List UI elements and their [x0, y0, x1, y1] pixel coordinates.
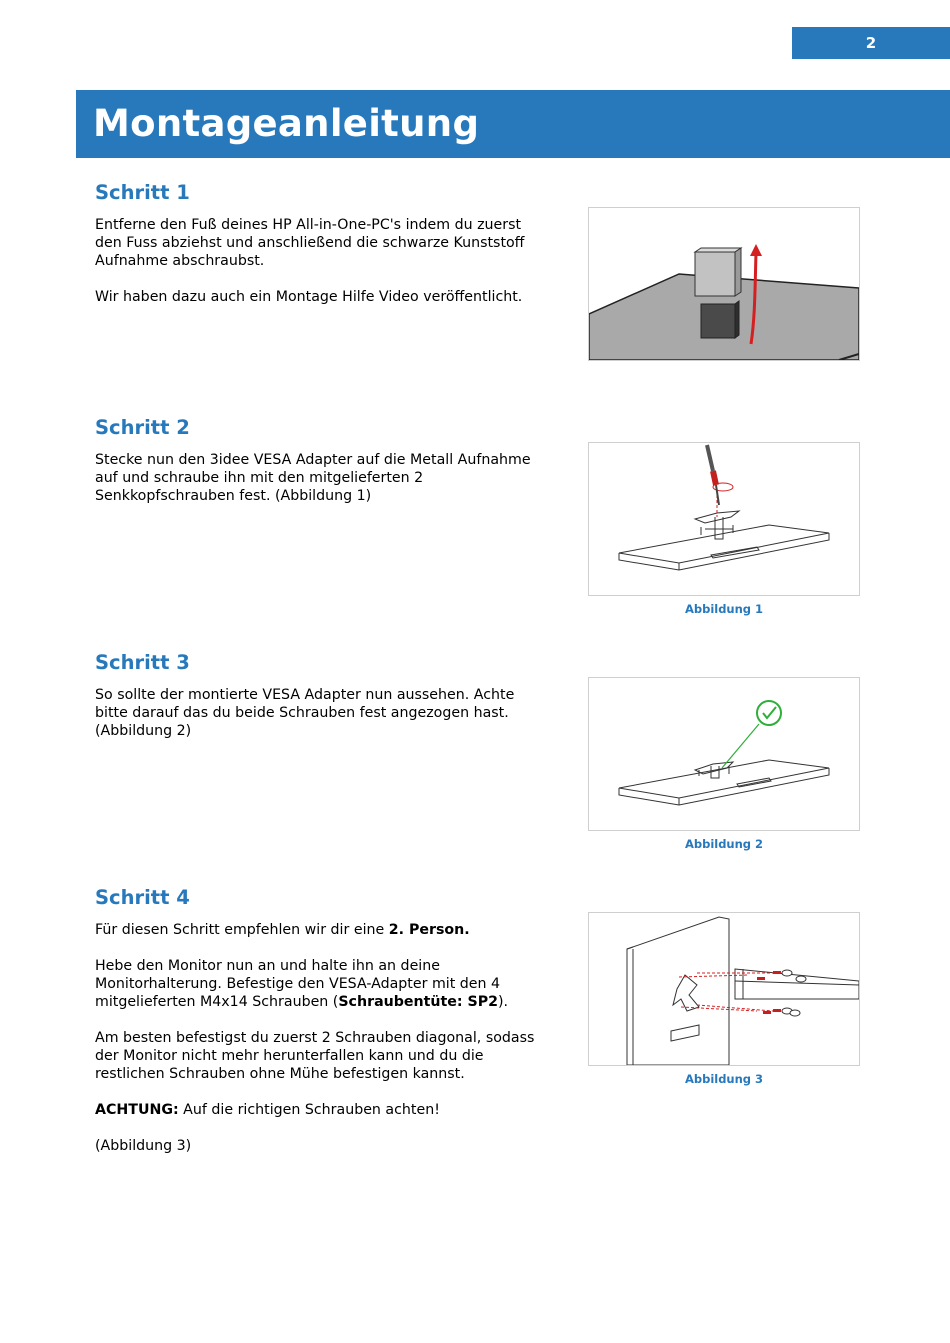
screwdriver-icon [707, 445, 719, 505]
step-1-illustration [588, 207, 860, 361]
figure-1-caption: Abbildung 1 [684, 602, 764, 616]
step-1-text [95, 216, 545, 324]
step-4-warning-label: ACHTUNG: [95, 1102, 179, 1118]
checkmark-icon [757, 701, 781, 725]
title-banner [76, 90, 950, 158]
step-3-heading: Schritt 3 [95, 651, 190, 674]
step-4-paragraph-3: Am besten befestigst du zuerst 2 Schrauben diagonal, sodass der Monitor nicht mehr herunterfallen kann und du die restlichen Schrauben ohne Mühe befestigen kannst. [95, 1030, 535, 1082]
step-4-heading: Schritt 4 [95, 886, 190, 909]
step-4-text [95, 921, 545, 1173]
step-2-heading: Schritt 2 [95, 416, 190, 439]
step-4-p2-text: Hebe den Monitor nun an und halte ihn an deine Monitorhalterung. Befestige den VESA-Adapter mit den 4 mitgelieferten M4x14 Schrauben ( [95, 958, 501, 1010]
figure-3-caption: Abbildung 3 [684, 1072, 764, 1086]
step-4-paragraph-1 [95, 921, 545, 939]
step-2-text [95, 451, 545, 523]
step-4-p2-end: ). [498, 994, 509, 1010]
figure-2 [588, 677, 860, 831]
step-1-heading: Schritt 1 [95, 181, 190, 204]
step-4-p1-text: Für diesen Schritt empfehlen wir dir eine [95, 922, 389, 938]
figure-2-caption: Abbildung 2 [684, 837, 764, 851]
page-number-badge [792, 27, 950, 59]
step-3-text [95, 686, 545, 758]
figure-3 [588, 912, 860, 1066]
step-1-video-note: Wir haben dazu auch ein Montage Hilfe Video veröffentlicht. [95, 289, 523, 305]
page-number: 2 [865, 34, 877, 52]
step-4-paragraph-2 [95, 957, 545, 1011]
page-title: Montageanleitung [93, 102, 480, 145]
step-3-paragraph: So sollte der montierte VESA Adapter nun aussehen. Achte bitte darauf das du beide Schrauben fest angezogen hast. (Abbildung 2) [95, 687, 515, 739]
step-4-paragraph-4 [95, 1101, 545, 1119]
step-4-p2-bold: Schraubentüte: SP2 [338, 994, 499, 1010]
screw-icon [782, 970, 806, 1016]
figure-1 [588, 442, 860, 596]
step-4-warning-text: Auf die richtigen Schrauben achten! [178, 1102, 440, 1118]
step-4-p1-bold: 2. Person. [388, 922, 470, 938]
step-4-paragraph-5: (Abbildung 3) [95, 1138, 192, 1154]
step-2-paragraph: Stecke nun den 3idee VESA Adapter auf die Metall Aufnahme auf und schraube ihn mit den mitgelieferten 2 Senkkopfschrauben fest. (Abbildung 1) [95, 452, 531, 504]
step-1-paragraph: Entferne den Fuß deines HP All-in-One-PC's indem du zuerst den Fuss abziehst und anschließend die schwarze Kunststoff Aufnahme abschraubst. [95, 217, 525, 269]
